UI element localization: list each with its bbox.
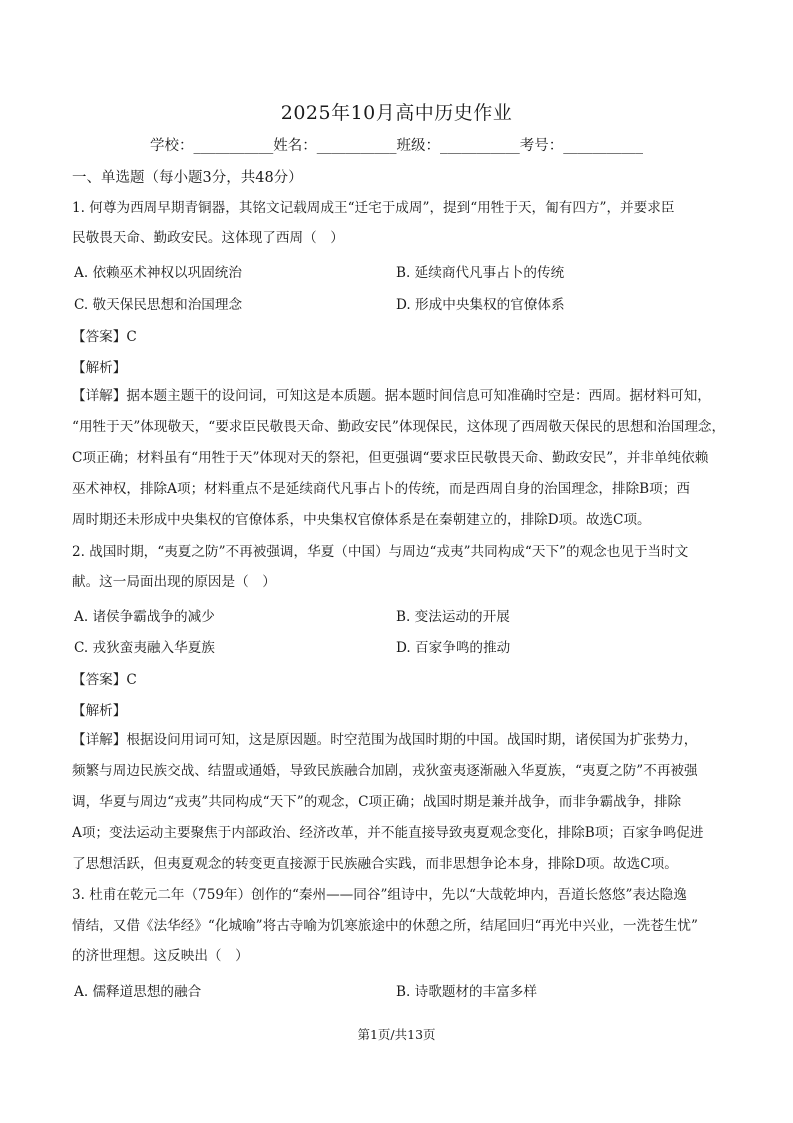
- q1-detail-line-4: 巫术神权，排除A项；材料重点不是延续商代凡事占卜的传统，而是西周自身的治国理念，排除B项；西: [72, 481, 690, 497]
- q1-detail-line-3: C项正确；材料虽有“用牲于天”体现对天的祭祀，但更强调“要求臣民敬畏天命、勤政安民”，并非单纯依赖: [72, 450, 709, 466]
- student-info-line: 学校：___________姓名：___________班级：___________考号：___________: [150, 138, 643, 154]
- q3-stem-line-2: 情结，又借《法华经》“化城喻”将古寺喻为饥寒旅途中的休憩之所，结尾回归“再光中兴业，一洗苍生忧”: [72, 918, 698, 934]
- q2-stem-line-1: 2. 战国时期，“夷夏之防”不再被强调，华夏（中国）与周边“戎夷”共同构成“天下”的观念也见于当时文: [72, 544, 689, 560]
- q2-detail-line-5: 了思想活跃，但夷夏观念的转变更直接源于民族融合实践，而非思想争论本身，排除D项。故选C项。: [72, 856, 678, 872]
- q1-answer: 【答案】C: [72, 329, 137, 345]
- q2-detail-line-4: A项；变法运动主要聚焦于内部政治、经济改革，并不能直接导致夷夏观念变化，排除B项；百家争鸣促进: [72, 825, 704, 841]
- q2-option-d: D. 百家争鸣的推动: [396, 640, 511, 656]
- q2-option-a: A. 诸侯争霸战争的减少: [74, 609, 215, 625]
- page-number: 第1页/共13页: [357, 1027, 436, 1042]
- q1-detail-line-1: 【详解】据本题主题干的设问词，可知这是本质题。据本题时间信息可知准确时空是：西周。据材料可知，: [72, 388, 711, 404]
- q3-stem-line-3: 的济世理想。这反映出（ ）: [72, 948, 249, 964]
- q2-detail-line-2: 频繁与周边民族交战、结盟或通婚，导致民族融合加剧，戎狄蛮夷逐渐融入华夏族，“夷夏之防”不再被强: [72, 763, 698, 779]
- q2-option-c: C. 戎狄蛮夷融入华夏族: [74, 640, 215, 656]
- q3-stem-line-1: 3. 杜甫在乾元二年（759年）创作的“秦州——同谷”组诗中，先以“大哉乾坤内，吾道长悠悠”表达隐逸: [72, 887, 687, 903]
- q1-analysis-label: 【解析】: [72, 360, 127, 376]
- q2-stem-line-2: 献。这一局面出现的原因是（ ）: [72, 574, 276, 590]
- q2-detail-line-1: 【详解】根据设问用词可知，这是原因题。时空范围为战国时期的中国。战国时期，诸侯国为扩张势力，: [72, 732, 698, 748]
- q1-detail-line-5: 周时期还未形成中央集权的官僚体系，中央集权官僚体系是在秦朝建立的，排除D项。故选C项。: [72, 512, 651, 528]
- q3-option-a: A. 儒释道思想的融合: [74, 984, 202, 1000]
- q2-detail-line-3: 调，华夏与周边“戎夷”共同构成“天下”的观念，C项正确；战国时期是兼并战争，而非争霸战争，排除: [72, 794, 682, 810]
- section-heading: 一、单选题（每小题3分，共48分）: [72, 170, 303, 186]
- q2-analysis-label: 【解析】: [72, 703, 127, 719]
- q2-answer: 【答案】C: [72, 672, 137, 688]
- q1-stem-line-1: 1. 何尊为西周早期青铜器，其铭文记载周成王“迁宅于成周”，提到“用牲于天，匍有四方”，并要求臣: [72, 200, 675, 216]
- q1-option-c: C. 敬天保民思想和治国理念: [74, 297, 243, 313]
- document-title: 2025年10月高中历史作业: [280, 102, 513, 124]
- q2-option-b: B. 变法运动的开展: [396, 609, 510, 625]
- q1-option-a: A. 依赖巫术神权以巩固统治: [74, 265, 242, 281]
- q3-option-b: B. 诗歌题材的丰富多样: [396, 984, 537, 1000]
- q1-stem-line-2: 民敬畏天命、勤政安民。这体现了西周（ ）: [72, 230, 344, 246]
- q1-option-b: B. 延续商代凡事占卜的传统: [396, 265, 565, 281]
- q1-detail-line-2: “用牲于天”体现敬天，“要求臣民敬畏天命、勤政安民”体现保民，这体现了西周敬天保民的思想和治国理念，: [72, 419, 726, 435]
- q1-option-d: D. 形成中央集权的官僚体系: [396, 297, 565, 313]
